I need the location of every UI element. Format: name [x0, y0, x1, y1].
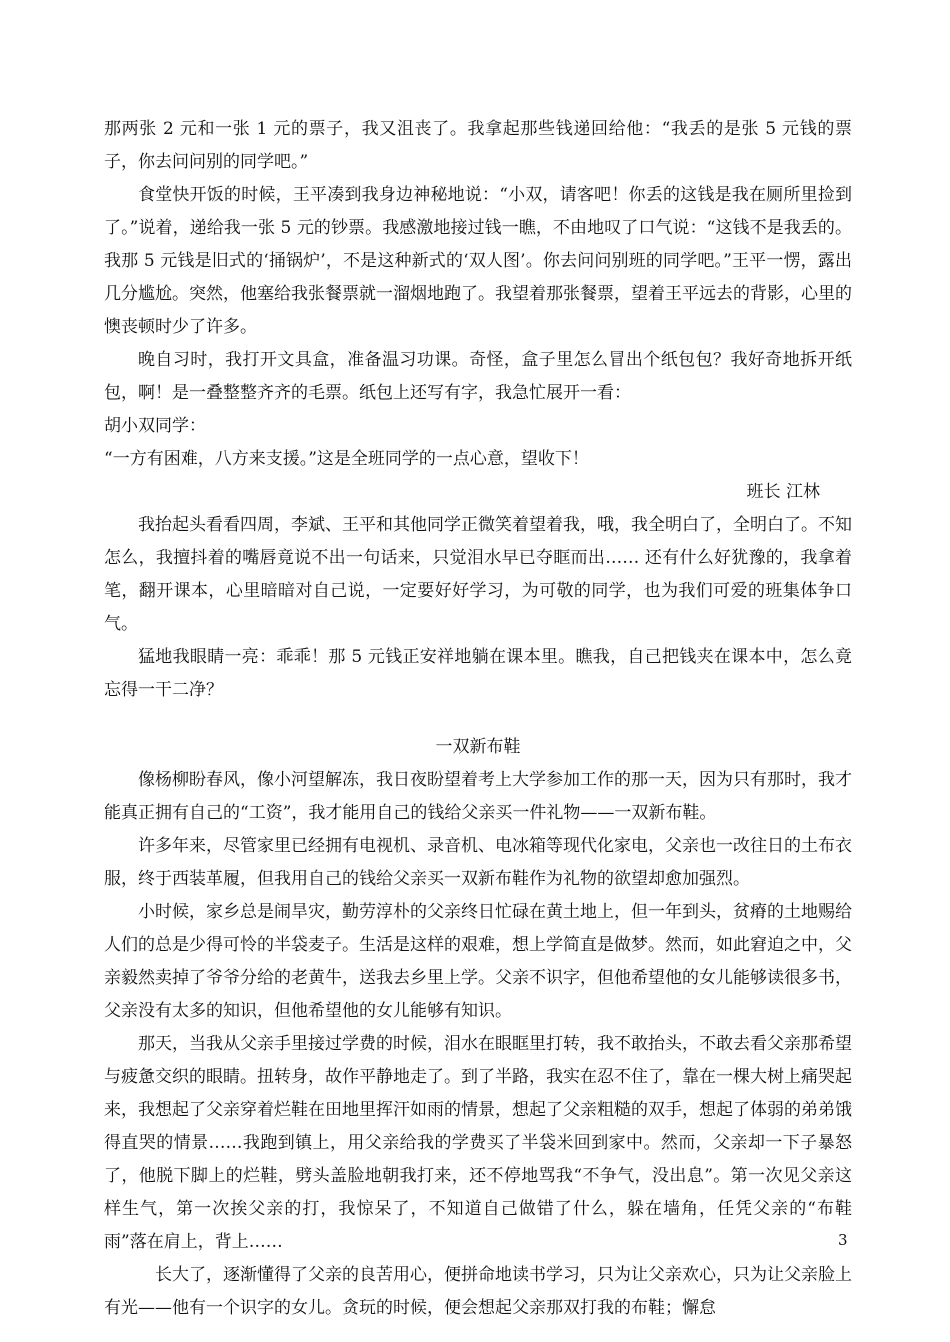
paragraph: 那天，当我从父亲手里接过学费的时候，泪水在眼眶里打转，我不敢抬头，不敢去看父亲那希望与疲惫交织的眼睛。扭转身，故作平静地走了。到了半路，我实在忍不住了，靠在一棵大树上痛哭起来，我想起了父亲穿着烂鞋在田地里挥汗如雨的情景，想起了父亲粗糙的双手，想起了体弱的弟弟饿得直哭的情景……我跑到镇上，用父亲给我的学费买了半袋米回到家中。然而，父亲却一下子暴怒了，他脱下脚上的烂鞋，劈头盖脸地朝我打来，还不停地骂我“不争气，没出息”。第一次见父亲这样生气，第一次挨父亲的打，我惊呆了，不知道自己做错了什么，躲在墙角，任凭父亲的“布鞋雨”落在肩上，背上…… — [104, 1034, 852, 1252]
paragraph: 像杨柳盼春风，像小河望解冻，我日夜盼望着考上大学参加工作的那一天，因为只有那时，我才能真正拥有自己的“工资”，我才能用自己的钱给父亲买一件礼物——一双新布鞋。 — [104, 770, 852, 823]
letter-body: “一方有困难，八方来支援。”这是全班同学的一点心意，望收下！ — [104, 449, 589, 469]
section-gap — [104, 707, 852, 731]
letter-salutation: 胡小双同学： — [104, 416, 206, 436]
paragraph: 那两张 2 元和一张 1 元的票子，我又沮丧了。我拿起那些钱递回给他：“我丢的是张 5 元钱的票子，你去问问别的同学吧。” — [104, 119, 852, 172]
paragraph: 我抬起头看看四周，李斌、王平和其他同学正微笑着望着我，哦，我全明白了，全明白了。不知怎么，我擅抖着的嘴唇竟说不出一句话来，只觉泪水早已夺眶而出…… 还有什么好犹豫的，我拿着笔，翻开课本，心里暗暗对自己说，一定要好好学习，为可敬的同学，也为我们可爱的班集体争口气。 — [104, 515, 852, 634]
paragraph: 小时候，家乡总是闹旱灾，勤劳淳朴的父亲终日忙碌在黄土地上，但一年到头，贫瘠的土地赐给人们的总是少得可怜的半袋麦子。生活是这样的艰难，想上学简直是做梦。然而，如此窘迫之中，父亲毅然卖掉了爷爷分给的老黄牛，送我去乡里上学。父亲不识字，但他希望他的女儿能够读很多书，父亲没有太多的知识，但他希望他的女儿能够有知识。 — [104, 902, 852, 1021]
story-title: 一双新布鞋 — [435, 737, 521, 757]
paragraph: 长大了，逐渐懂得了父亲的良苦用心，便拼命地读书学习，只为让父亲欢心，只为让父亲脸上有光——他有一个识字的女儿。贪玩的时候，便会想起父亲那双打我的布鞋；懈怠 — [104, 1265, 852, 1318]
letter-signature: 班长 江林 — [746, 482, 820, 502]
paragraph: 食堂快开饭的时候，王平凑到我身边神秘地说：“小双，请客吧！你丢的这钱是我在厕所里捡到了。”说着，递给我一张 5 元的钞票。我感激地接过钱一瞧，不由地叹了口气说：“这钱不是我丢的。我那 5 元钱是旧式的‘捅锅炉’，不是这种新式的‘双人图’。你去问问别班的同学吧。”王平一愣，露出几分尴尬。突然，他塞给我张餐票就一溜烟地跑了。我望着那张餐票，望着王平远去的背影，心里的懊丧顿时少了许多。 — [104, 185, 852, 337]
paragraph: 猛地我眼睛一亮：乖乖！那 5 元钱正安祥地躺在课本里。瞧我，自己把钱夹在课本中，怎么竟忘得一干二净？ — [104, 647, 852, 700]
page-number: 3 — [838, 1231, 848, 1249]
text-body — [104, 113, 852, 1325]
paragraph: 许多年来，尽管家里已经拥有电视机、录音机、电冰箱等现代化家电，父亲也一改往日的土布衣服，终于西装革履，但我用自己的钱给父亲买一双新布鞋作为礼物的欲望却愈加强烈。 — [104, 836, 852, 889]
paragraph: 晚自习时，我打开文具盒，准备温习功课。奇怪，盒子里怎么冒出个纸包包？我好奇地拆开纸包，啊！是一叠整整齐齐的毛票。纸包上还写有字，我急忙展开一看： — [104, 350, 852, 403]
